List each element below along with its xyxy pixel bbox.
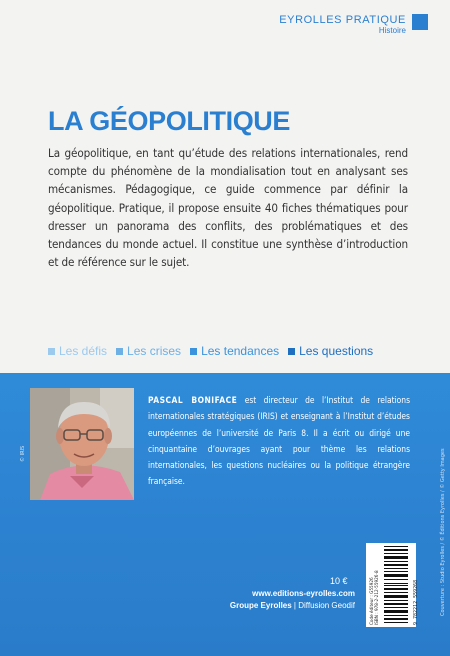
author-bio [148, 392, 410, 490]
barcode-icon [384, 546, 408, 624]
publisher-url[interactable]: www.editions-eyrolles.com [252, 589, 355, 598]
theme-item [48, 344, 107, 358]
square-bullet-icon [116, 348, 123, 355]
author-bio-text: est directeur de l’Institut de relations internationales stratégiques (IRIS) et enseignant à l’Institut d’études européennes de l’université de Paris 8. Il a écrit ou dirigé une cinquantaine d’ouvrages ayant pour thème les relations internationales, les questions nucléaires ou la politique étrangère française. [148, 395, 410, 487]
price: 10 € [330, 576, 348, 586]
theme-label: Les questions [299, 344, 374, 358]
square-bullet-icon [288, 348, 295, 355]
author-name: PASCAL BONIFACE [148, 395, 238, 405]
publisher-group: Groupe Eyrolles [229, 601, 292, 610]
isbn: ISBN : 978-2-212-55926-8 [374, 570, 380, 625]
theme-list [48, 344, 373, 358]
theme-item [190, 344, 279, 358]
square-bullet-icon [48, 348, 55, 355]
series-label [279, 14, 406, 36]
cover-credit: Couverture : Studio Eyrolles / © Éditions Eyrolles / © Getty Images [440, 448, 446, 616]
series-name: EYROLLES PRATIQUE [279, 14, 406, 26]
publisher-code: Code éditeur : G55926 [369, 577, 374, 625]
theme-item [116, 344, 181, 358]
photo-caption: © IRIS [20, 445, 26, 462]
author-photo [30, 388, 134, 500]
theme-label: Les tendances [201, 344, 280, 358]
square-bullet-icon [190, 348, 197, 355]
series-square-icon [412, 14, 428, 30]
theme-label: Les crises [127, 344, 182, 358]
theme-item [288, 344, 373, 358]
book-summary: La géopolitique, en tant qu’étude des relations internationales, rend compte du phénomène de la mondialisation tout en analysant ses mécanismes. Pédagogique, ce guide commence par définir la géopolitique. Pratique, il propose ensuite 40 fiches thématiques pour dresser un panorama des conflits, des problématiques et des tendances du monde actuel. Il constitue une synthèse d’introduction et de référence sur le sujet. [48, 146, 408, 270]
book-title: LA GÉOPOLITIQUE [48, 106, 291, 136]
barcode-codes [369, 570, 379, 625]
series-subtitle: Histoire [378, 26, 406, 35]
publisher-line: Groupe Eyrolles | Diffusion Geodif [229, 601, 355, 610]
theme-label: Les défis [59, 344, 108, 358]
publisher-distribution: Diffusion Geodif [298, 601, 355, 610]
author-portrait-icon [30, 388, 134, 500]
barcode-digits: 9 782212 559268 [413, 579, 419, 625]
barcode-area [366, 543, 419, 627]
